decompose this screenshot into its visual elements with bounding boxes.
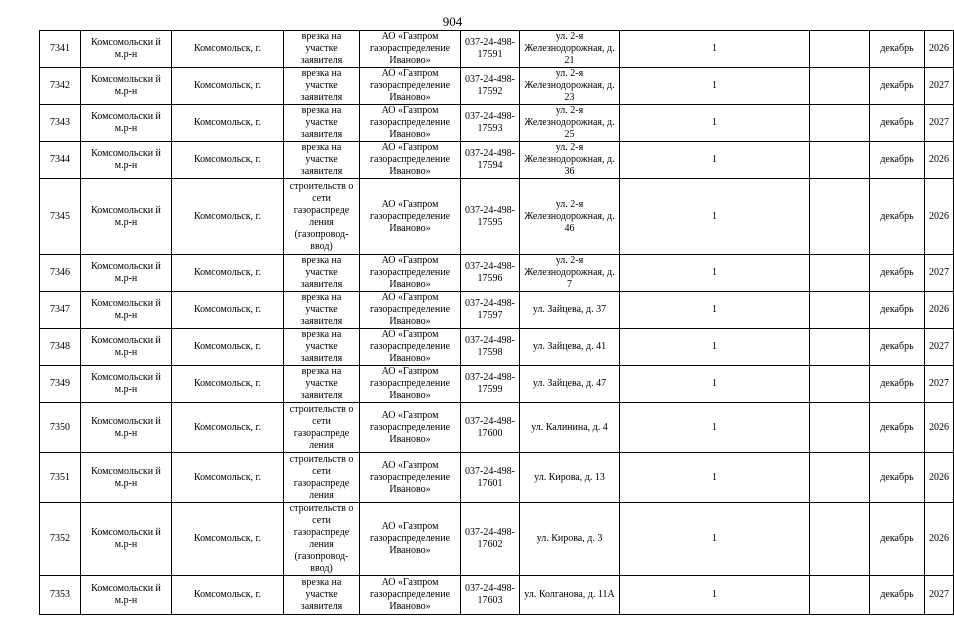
quantity-cell: 1 [620, 105, 810, 142]
address-cell: ул. 2-я Железнодорожная, д. 7 [520, 255, 620, 292]
work-type-cell: строительств о сети газораспреде ления (газопровод-ввод) [284, 179, 360, 255]
month-cell: декабрь [870, 105, 925, 142]
table-row [40, 31, 954, 68]
address-cell: ул. 2-я Железнодорожная, д. 36 [520, 142, 620, 179]
table-row [40, 255, 954, 292]
settlement-cell: Комсомольск, г. [172, 105, 284, 142]
settlement-cell: Комсомольск, г. [172, 576, 284, 615]
table-row [40, 576, 954, 615]
year-cell: 2026 [925, 179, 954, 255]
year-cell: 2027 [925, 105, 954, 142]
work-type-cell: строительств о сети газораспреде ления (газопровод-ввод) [284, 503, 360, 576]
registration-code-cell: 037-24-498-17596 [461, 255, 520, 292]
empty-cell [810, 503, 870, 576]
table-row [40, 68, 954, 105]
work-type-cell: врезка на участке заявителя [284, 142, 360, 179]
quantity-cell: 1 [620, 453, 810, 503]
table-row [40, 403, 954, 453]
district-cell: Комсомольски й м.р-н [81, 503, 172, 576]
row-number: 7347 [40, 292, 81, 329]
settlement-cell: Комсомольск, г. [172, 255, 284, 292]
empty-cell [810, 453, 870, 503]
work-type-cell: врезка на участке заявителя [284, 329, 360, 366]
year-cell: 2027 [925, 366, 954, 403]
empty-cell [810, 403, 870, 453]
registration-code-cell: 037-24-498-17594 [461, 142, 520, 179]
address-cell: ул. Зайцева, д. 47 [520, 366, 620, 403]
month-cell: декабрь [870, 179, 925, 255]
month-cell: декабрь [870, 503, 925, 576]
settlement-cell: Комсомольск, г. [172, 503, 284, 576]
organization-cell: АО «Газпром газораспределение Иваново» [360, 105, 461, 142]
organization-cell: АО «Газпром газораспределение Иваново» [360, 179, 461, 255]
month-cell: декабрь [870, 576, 925, 615]
month-cell: декабрь [870, 329, 925, 366]
row-number: 7341 [40, 31, 81, 68]
quantity-cell: 1 [620, 366, 810, 403]
organization-cell: АО «Газпром газораспределение Иваново» [360, 31, 461, 68]
registration-code-cell: 037-24-498-17591 [461, 31, 520, 68]
quantity-cell: 1 [620, 403, 810, 453]
district-cell: Комсомольски й м.р-н [81, 576, 172, 615]
address-cell: ул. Зайцева, д. 41 [520, 329, 620, 366]
settlement-cell: Комсомольск, г. [172, 142, 284, 179]
quantity-cell: 1 [620, 329, 810, 366]
month-cell: декабрь [870, 142, 925, 179]
empty-cell [810, 68, 870, 105]
empty-cell [810, 576, 870, 615]
work-type-cell: врезка на участке заявителя [284, 68, 360, 105]
address-cell: ул. Кирова, д. 3 [520, 503, 620, 576]
month-cell: декабрь [870, 292, 925, 329]
table-row [40, 329, 954, 366]
row-number: 7343 [40, 105, 81, 142]
registration-code-cell: 037-24-498-17597 [461, 292, 520, 329]
month-cell: декабрь [870, 68, 925, 105]
organization-cell: АО «Газпром газораспределение Иваново» [360, 68, 461, 105]
row-number: 7353 [40, 576, 81, 615]
quantity-cell: 1 [620, 179, 810, 255]
district-cell: Комсомольски й м.р-н [81, 68, 172, 105]
year-cell: 2027 [925, 255, 954, 292]
work-type-cell: строительств о сети газораспреде ления [284, 403, 360, 453]
settlement-cell: Комсомольск, г. [172, 68, 284, 105]
row-number: 7342 [40, 68, 81, 105]
empty-cell [810, 255, 870, 292]
registration-code-cell: 037-24-498-17603 [461, 576, 520, 615]
address-cell: ул. 2-я Железнодорожная, д. 23 [520, 68, 620, 105]
organization-cell: АО «Газпром газораспределение Иваново» [360, 453, 461, 503]
district-cell: Комсомольски й м.р-н [81, 179, 172, 255]
work-type-cell: врезка на участке заявителя [284, 576, 360, 615]
quantity-cell: 1 [620, 255, 810, 292]
work-type-cell: врезка на участке заявителя [284, 31, 360, 68]
year-cell: 2026 [925, 403, 954, 453]
table-row [40, 292, 954, 329]
quantity-cell: 1 [620, 31, 810, 68]
table-row [40, 105, 954, 142]
registration-code-cell: 037-24-498-17595 [461, 179, 520, 255]
month-cell: декабрь [870, 255, 925, 292]
table-row [40, 142, 954, 179]
district-cell: Комсомольски й м.р-н [81, 142, 172, 179]
empty-cell [810, 142, 870, 179]
registration-code-cell: 037-24-498-17593 [461, 105, 520, 142]
organization-cell: АО «Газпром газораспределение Иваново» [360, 255, 461, 292]
row-number: 7344 [40, 142, 81, 179]
quantity-cell: 1 [620, 576, 810, 615]
address-cell: ул. 2-я Железнодорожная, д. 21 [520, 31, 620, 68]
month-cell: декабрь [870, 403, 925, 453]
row-number: 7346 [40, 255, 81, 292]
year-cell: 2026 [925, 31, 954, 68]
settlement-cell: Комсомольск, г. [172, 292, 284, 329]
row-number: 7350 [40, 403, 81, 453]
table-row [40, 366, 954, 403]
month-cell: декабрь [870, 366, 925, 403]
year-cell: 2026 [925, 292, 954, 329]
work-type-cell: строительств о сети газораспреде ления [284, 453, 360, 503]
organization-cell: АО «Газпром газораспределение Иваново» [360, 142, 461, 179]
district-cell: Комсомольски й м.р-н [81, 31, 172, 68]
address-cell: ул. 2-я Железнодорожная, д. 25 [520, 105, 620, 142]
row-number: 7345 [40, 179, 81, 255]
row-number: 7352 [40, 503, 81, 576]
organization-cell: АО «Газпром газораспределение Иваново» [360, 329, 461, 366]
row-number: 7349 [40, 366, 81, 403]
quantity-cell: 1 [620, 503, 810, 576]
district-cell: Комсомольски й м.р-н [81, 329, 172, 366]
table-row [40, 453, 954, 503]
settlement-cell: Комсомольск, г. [172, 179, 284, 255]
empty-cell [810, 31, 870, 68]
district-cell: Комсомольски й м.р-н [81, 453, 172, 503]
settlement-cell: Комсомольск, г. [172, 453, 284, 503]
settlement-cell: Комсомольск, г. [172, 31, 284, 68]
row-number: 7348 [40, 329, 81, 366]
organization-cell: АО «Газпром газораспределение Иваново» [360, 366, 461, 403]
empty-cell [810, 179, 870, 255]
district-cell: Комсомольски й м.р-н [81, 255, 172, 292]
year-cell: 2026 [925, 453, 954, 503]
page-number: 904 [442, 14, 463, 29]
settlement-cell: Комсомольск, г. [172, 366, 284, 403]
year-cell: 2027 [925, 576, 954, 615]
quantity-cell: 1 [620, 68, 810, 105]
registration-code-cell: 037-24-498-17598 [461, 329, 520, 366]
empty-cell [810, 329, 870, 366]
row-number: 7351 [40, 453, 81, 503]
organization-cell: АО «Газпром газораспределение Иваново» [360, 576, 461, 615]
table-row [40, 179, 954, 255]
district-cell: Комсомольски й м.р-н [81, 366, 172, 403]
district-cell: Комсомольски й м.р-н [81, 403, 172, 453]
gas-connection-table [39, 30, 954, 615]
year-cell: 2026 [925, 503, 954, 576]
registration-code-cell: 037-24-498-17600 [461, 403, 520, 453]
address-cell: ул. 2-я Железнодорожная, д. 46 [520, 179, 620, 255]
work-type-cell: врезка на участке заявителя [284, 366, 360, 403]
settlement-cell: Комсомольск, г. [172, 403, 284, 453]
work-type-cell: врезка на участке заявителя [284, 292, 360, 329]
year-cell: 2026 [925, 142, 954, 179]
work-type-cell: врезка на участке заявителя [284, 255, 360, 292]
registration-code-cell: 037-24-498-17601 [461, 453, 520, 503]
month-cell: декабрь [870, 31, 925, 68]
year-cell: 2027 [925, 68, 954, 105]
district-cell: Комсомольски й м.р-н [81, 292, 172, 329]
registration-code-cell: 037-24-498-17599 [461, 366, 520, 403]
organization-cell: АО «Газпром газораспределение Иваново» [360, 403, 461, 453]
quantity-cell: 1 [620, 292, 810, 329]
address-cell: ул. Калинина, д. 4 [520, 403, 620, 453]
quantity-cell: 1 [620, 142, 810, 179]
address-cell: ул. Зайцева, д. 37 [520, 292, 620, 329]
settlement-cell: Комсомольск, г. [172, 329, 284, 366]
registration-code-cell: 037-24-498-17602 [461, 503, 520, 576]
organization-cell: АО «Газпром газораспределение Иваново» [360, 503, 461, 576]
year-cell: 2027 [925, 329, 954, 366]
district-cell: Комсомольски й м.р-н [81, 105, 172, 142]
table-row [40, 503, 954, 576]
empty-cell [810, 366, 870, 403]
address-cell: ул. Кирова, д. 13 [520, 453, 620, 503]
work-type-cell: врезка на участке заявителя [284, 105, 360, 142]
organization-cell: АО «Газпром газораспределение Иваново» [360, 292, 461, 329]
month-cell: декабрь [870, 453, 925, 503]
empty-cell [810, 292, 870, 329]
registration-code-cell: 037-24-498-17592 [461, 68, 520, 105]
address-cell: ул. Колганова, д. 11А [520, 576, 620, 615]
empty-cell [810, 105, 870, 142]
